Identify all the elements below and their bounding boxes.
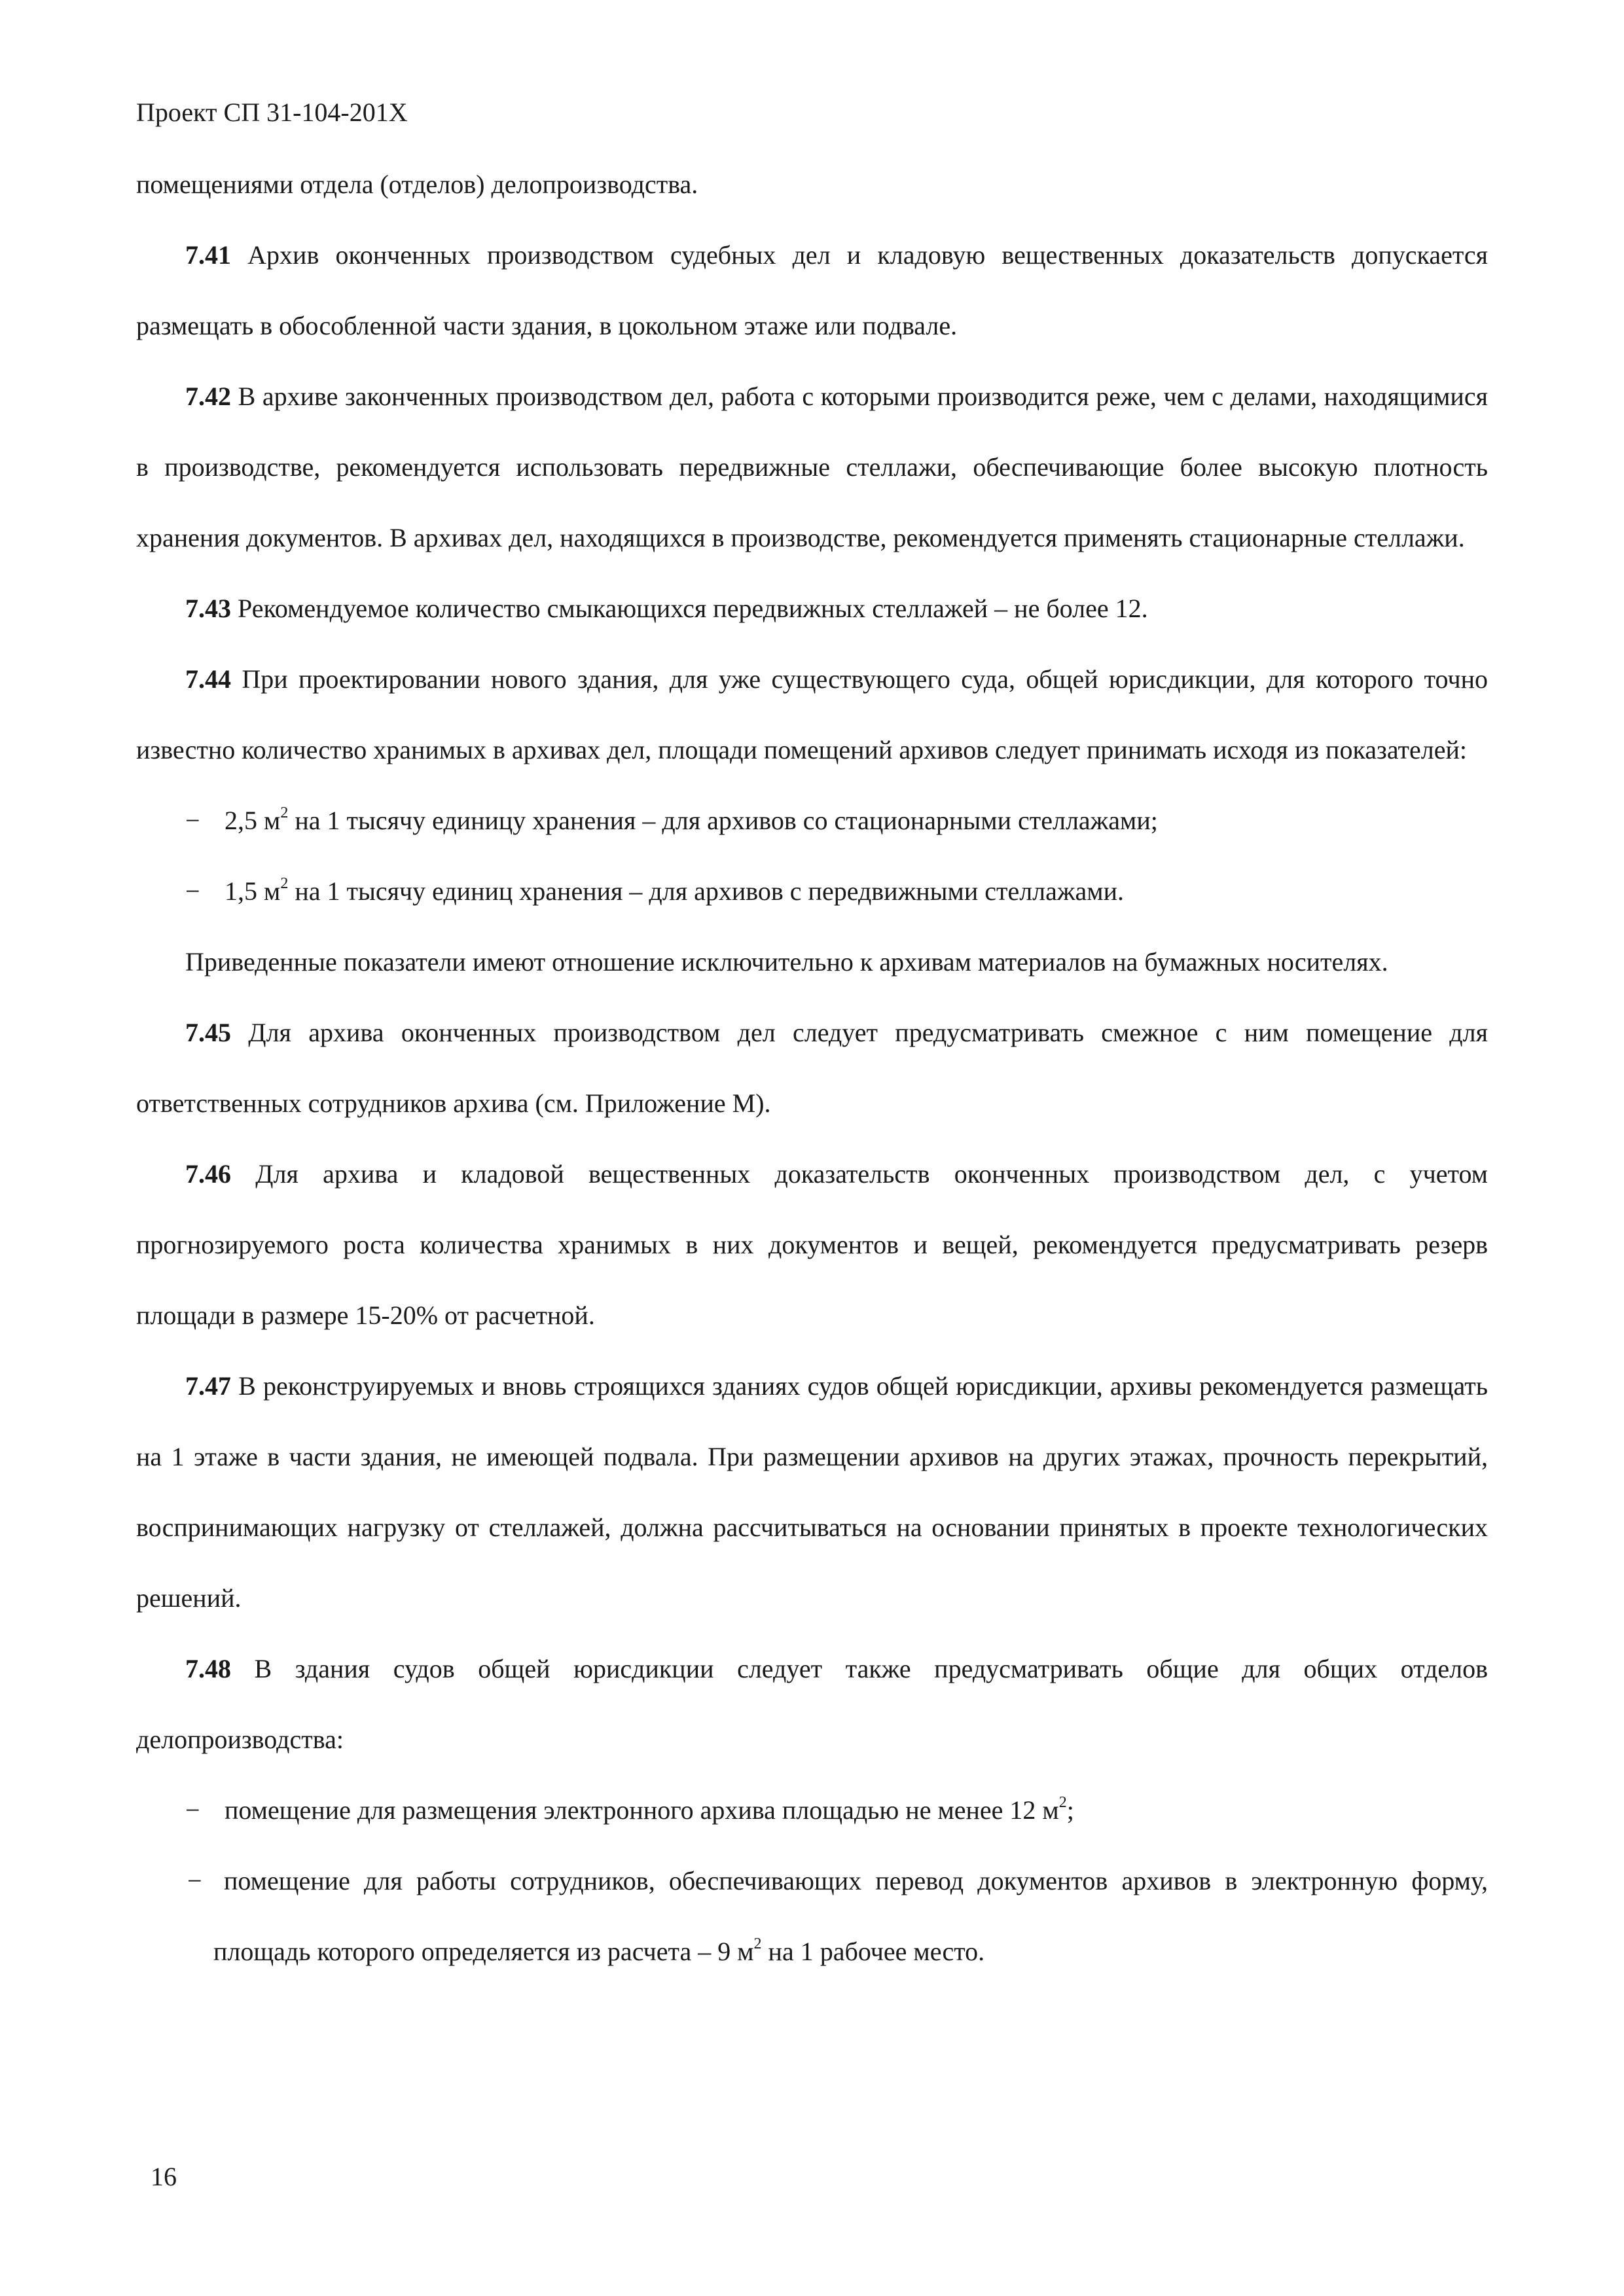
clause-number: 7.45 — [185, 1018, 231, 1047]
clause-text: При проектировании нового здания, для уже существующего суда, общей юрисдикции, для которого точно известно количество хранимых в архивах дел, площади помещений архивов следует принимать исходя из показателей: — [136, 664, 1488, 764]
list-item — [136, 1775, 1488, 1846]
clause-number: 7.43 — [185, 594, 231, 623]
clause-7-44 — [136, 644, 1488, 785]
list-item-text: помещение для размещения электронного архива площадью не менее 12 м — [225, 1795, 1059, 1825]
clause-number: 7.47 — [185, 1371, 231, 1401]
list-item-text: на 1 рабочее место. — [761, 1937, 985, 1966]
superscript: 2 — [1058, 1794, 1067, 1811]
clause-number: 7.48 — [185, 1654, 231, 1683]
superscript: 2 — [280, 804, 289, 821]
dash-marker: − — [185, 806, 200, 835]
clause-text: Архив оконченных производством судебных дел и кладовую вещественных доказательств допускается размещать в обособленной части здания, в цокольном этаже или подвале. — [136, 240, 1488, 340]
list-item-text: 1,5 м — [225, 876, 281, 906]
clause-7-44-note — [136, 927, 1488, 997]
clause-7-41 — [136, 220, 1488, 361]
clause-7-43 — [136, 573, 1488, 644]
clause-number: 7.42 — [185, 382, 231, 411]
clause-text: Для архива оконченных производством дел следует предусматривать смежное с ним помещение для ответственных сотрудников архива (см. Приложение М). — [136, 1018, 1488, 1118]
running-header: Проект СП 31-104-201Х — [136, 98, 408, 127]
paragraph-text: помещениями отдела (отделов) делопроизводства. — [136, 170, 698, 199]
clause-text: В здания судов общей юрисдикции следует также предусматривать общие для общих отделов делопроизводства: — [136, 1654, 1488, 1754]
page-number: 16 — [151, 2162, 177, 2191]
clause-text: Для архива и кладовой вещественных доказательств оконченных производством дел, с учетом прогнозируемого роста количества хранимых в них документов и вещей, рекомендуется предусматривать резерв площади в размере 15-20% от расчетной. — [136, 1159, 1488, 1330]
clause-number: 7.44 — [185, 664, 231, 694]
clause-7-46 — [136, 1139, 1488, 1351]
list-item-text: помещение для работы сотрудников, обеспечивающих перевод документов архивов в электронную форму, площадь которого определяется из расчета – 9 м — [213, 1866, 1488, 1966]
superscript: 2 — [753, 1935, 762, 1952]
dash-marker: − — [185, 1795, 200, 1825]
paragraph-continuation — [136, 149, 1488, 220]
clause-number: 7.46 — [185, 1159, 231, 1189]
clause-text: В реконструируемых и вновь строящихся зданиях судов общей юрисдикции, архивы рекомендуется размещать на 1 этаже в части здания, не имеющей подвала. При размещении архивов на других этажах, прочность перекрытий, воспринимающих нагрузку от стеллажей, должна рассчитываться на основании принятых в проекте технологических решений. — [136, 1371, 1488, 1613]
list-item — [136, 785, 1488, 856]
list-item-text: ; — [1066, 1795, 1074, 1825]
list-item-text: на 1 тысячу единиц хранения – для архивов с передвижными стеллажами. — [288, 876, 1124, 906]
clause-text: В архиве законченных производством дел, работа с которыми производится реже, чем с делами, находящимися в производстве, рекомендуется использовать передвижные стеллажи, обеспечивающие более высокую плотность хранения документов. В архивах дел, находящихся в производстве, рекомендуется применять стационарные стеллажи. — [136, 382, 1488, 552]
clause-number: 7.41 — [185, 240, 231, 270]
clause-7-47 — [136, 1351, 1488, 1634]
dash-marker: − — [187, 1866, 202, 1895]
clause-7-48 — [136, 1634, 1488, 1775]
list-item-text: 2,5 м — [225, 806, 281, 835]
dash-marker: − — [185, 876, 200, 906]
list-item — [136, 1846, 1488, 1987]
clause-7-42 — [136, 361, 1488, 573]
superscript: 2 — [280, 875, 289, 892]
document-body — [136, 149, 1488, 1987]
clause-7-45 — [136, 997, 1488, 1139]
clause-text: Рекомендуемое количество смыкающихся передвижных стеллажей – не более 12. — [231, 594, 1148, 623]
clause-text: Приведенные показатели имеют отношение исключительно к архивам материалов на бумажных носителях. — [185, 947, 1388, 977]
list-item-text: на 1 тысячу единицу хранения – для архивов со стационарными стеллажами; — [288, 806, 1158, 835]
list-item — [136, 856, 1488, 927]
